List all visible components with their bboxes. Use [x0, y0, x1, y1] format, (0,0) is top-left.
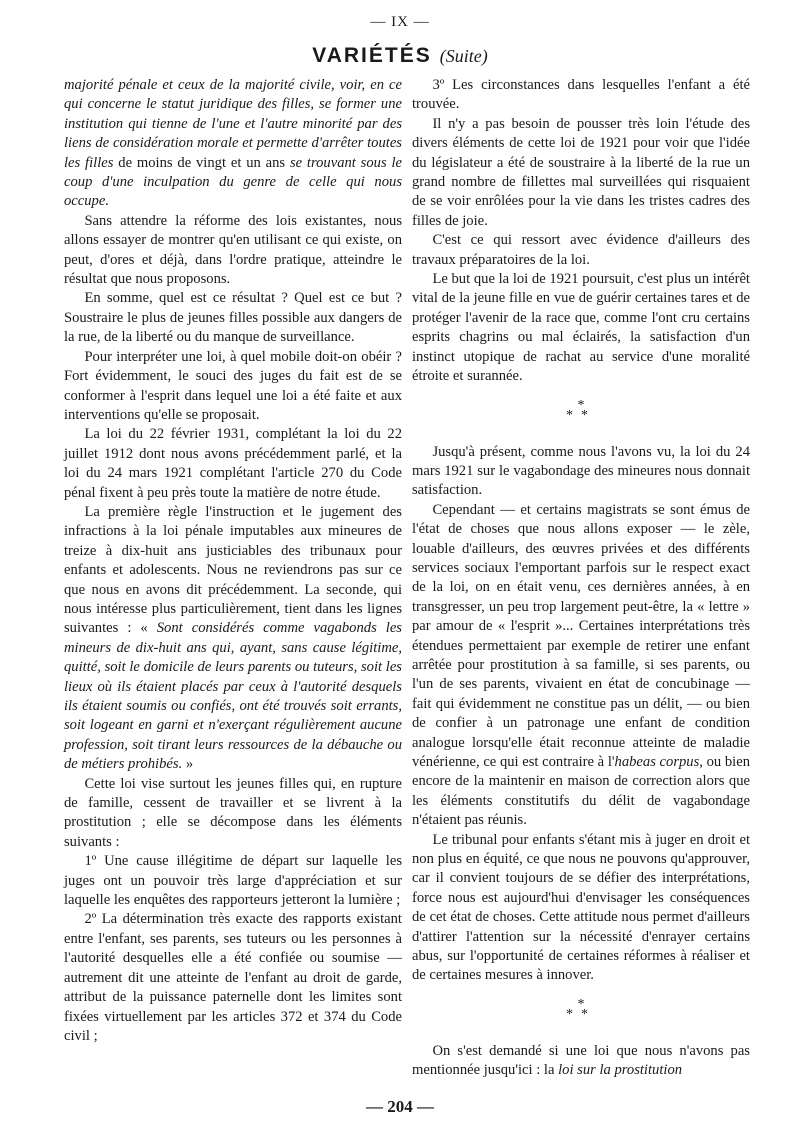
page-number: — 204 — [366, 1097, 434, 1116]
paragraph: 2º La détermination très exacte des rapports existant entre l'enfant, ses parents, ses tuteurs ou les personnes à l'autorité desquelles elle a été confiée ou soumise — autrement dit une atteinte de l'enfant au droit de garde, attribut de la puissance paternelle dont les limites sont fixées virtuellement par les articles 372 et 374 du Code civil ; [64, 911, 402, 1044]
paragraph: 1º Une cause illégitime de départ sur laquelle les juges ont un pouvoir très large d'appréciation et sur laquelle les enquêtes des rapporteurs jetteront la lumière ; [64, 853, 402, 909]
paragraph: C'est ce qui ressort avec évidence d'ailleurs des travaux préparatoires de la loi. [412, 232, 750, 268]
italic-text: majorité pénale et ceux de la majorité civile, voir, en ce qui concerne le statut juridique des filles, se former une institution qui tienne de l'une et l'autre minorité par des liens de considération morale et permette d'arrêter toutes les filles [64, 77, 402, 171]
paragraph [64, 503, 402, 775]
section-title-suite: (Suite) [439, 46, 488, 66]
asterism-bottom-stars: ** [566, 1006, 596, 1022]
left-column [64, 76, 402, 1046]
paragraph [412, 1042, 750, 1081]
section-title [0, 44, 800, 68]
section-title-main: VARIÉTÉS [312, 44, 432, 67]
asterism-bottom-stars: ** [566, 407, 596, 423]
paragraph: Le tribunal pour enfants s'étant mis à juger en droit et non plus en équité, ce que nous ne pouvons qu'approuver, car il convient toujours de se défier des interprétations, force nous est aujourd'hui d'envisager les conséquences de cet état de choses. Cette attitude nous permet d'ailleurs d'attirer l'attention sur la nécessité d'enrayer certains abus, sur l'opportunité de certaines réformes à réaliser et de certaines mesures à innover. [412, 831, 750, 984]
italic-text: loi sur la prostitution [558, 1062, 683, 1079]
text-span: On s'est demandé si une loi que nous n'avons pas mentionnée jusqu'ici : la [412, 1042, 750, 1079]
paragraph: Pour interpréter une loi, à quel mobile doit-on obéir ? Fort évidemment, le souci des juges du fait est de se conformer à l'esprit dans lequel une loi a été faite et aux interventions qu'elle se proposait. [64, 348, 402, 423]
paragraph: 3º Les circonstances dans lesquelles l'enfant a été trouvée. [412, 77, 750, 113]
italic-text: habeas corpus [614, 754, 700, 770]
paragraph: Le but que la loi de 1921 poursuit, c'est plus un intérêt vital de la jeune fille en vue de guérir certaines tares et de protéger l'avenir de la race que, comme l'ont cru certains esprits chagrins ou mal éclairés, la satisfaction d'un instinct utopique de rachat au service d'une moralité étroite et surannée. [412, 271, 750, 385]
paragraph: La loi du 22 février 1931, complétant la loi du 22 juillet 1912 dont nous avons précédemment parlé, et la loi du 24 mars 1921 complétant l'article 270 du Code pénal fixent à peu près toute la matière de notre étude. [64, 426, 402, 501]
asterism-top-star: * [577, 996, 585, 1012]
italic-quote: Sont considérés comme vagabonds les mineurs de dix-huit ans qui, ayant, sans cause légitime, quitté, soit le domicile de leurs parents ou tuteurs, soit les lieux où ils étaient placés par ceux à l'autorité desquels ils étaient soumis ou confiés, ont été trouvés soit errants, soit logeant en garni et n'exerçant régulièrement aucune profession, soit tirant leurs ressources de la débauche ou de métiers prohibés. [64, 620, 402, 773]
italic-text: se trouvant sous le coup d'une inculpation du genre de celle qui nous occupe. [64, 154, 402, 210]
text-span: Cependant — et certains magistrats se sont émus de l'état de choses que nous allons exposer — le zèle, louable d'ailleurs, des œuvres privées et des différents services sociaux l'emportant parfois sur le respect exact de la loi, on en était venu, ces dernières années, à en transgresser, un peu trop largement peut-être, la « lettre » par amour de « l'esprit »... Certaines interprétations très étendues permettaient par exemple de retirer une enfant arrêtée pour prostitution à sa famille, si ses parents, ou l'un de ses parents, vivaient en état de concubinage — fait qui évidemment ne constitue pas un délit, — ou bien de confier à un patronage une enfant de condition analogue lorsqu'elle était reconnue atteinte de maladie vénérienne, ce qui est contraire à l' [412, 501, 750, 770]
asterism-top-star: * [577, 397, 585, 413]
page-section-number: — IX — [370, 14, 430, 30]
paragraph [412, 501, 750, 831]
right-column [412, 76, 750, 1081]
section-separator-asterism [412, 996, 750, 1022]
text-span: de moins de vingt et un ans [113, 154, 290, 171]
text-span: , ou bien encore de la maintenir en maison de correction alors que les éléments constitutifs du délit de vagabondage n'étaient pas réunis. [412, 754, 750, 829]
text-span: » [182, 756, 194, 773]
paragraph: Il n'y a pas besoin de pousser très loin l'étude des divers éléments de cette loi de 1921 pour voir que l'idée du législateur a été de soustraire à la liberté de la rue un grand nombre de fillettes mal surveillées qui risquaient de se voir enrôlées pour la vie dans les tristes cadres des filles de joie. [412, 115, 750, 229]
paragraph: Jusqu'à présent, comme nous l'avons vu, la loi du 24 mars 1921 sur le vagabondage des mineures nous donnait satisfaction. [412, 443, 750, 499]
text-span: La première règle l'instruction et le jugement des infractions à la loi pénale imputables aux mineures de treize à dix-huit ans justiciables des tribunaux pour enfants et adolescents. Nous ne reviendrons pas sur ce que nous en avons dit précédemment. La seconde, qui nous intéresse plus particulièrement, tient dans les lignes suivantes : « [64, 503, 402, 637]
paragraph: Sans attendre la réforme des lois existantes, nous allons essayer de montrer qu'en utilisant ce qui existe, on peut, d'ores et déjà, dans l'ordre pratique, atteindre le résultat que nous proposons. [64, 212, 402, 288]
section-separator-asterism [412, 397, 750, 423]
paragraph: En somme, quel est ce résultat ? Quel est ce but ? Soustraire le plus de jeunes filles possible aux dangers de la rue, de la liberté ou du manque de surveillance. [64, 290, 402, 346]
paragraph [64, 76, 402, 212]
paragraph: Cette loi vise surtout les jeunes filles qui, en rupture de famille, cessent de travailler et se livrent à la prostitution ; elle se décompose dans les éléments suivants : [64, 775, 402, 850]
